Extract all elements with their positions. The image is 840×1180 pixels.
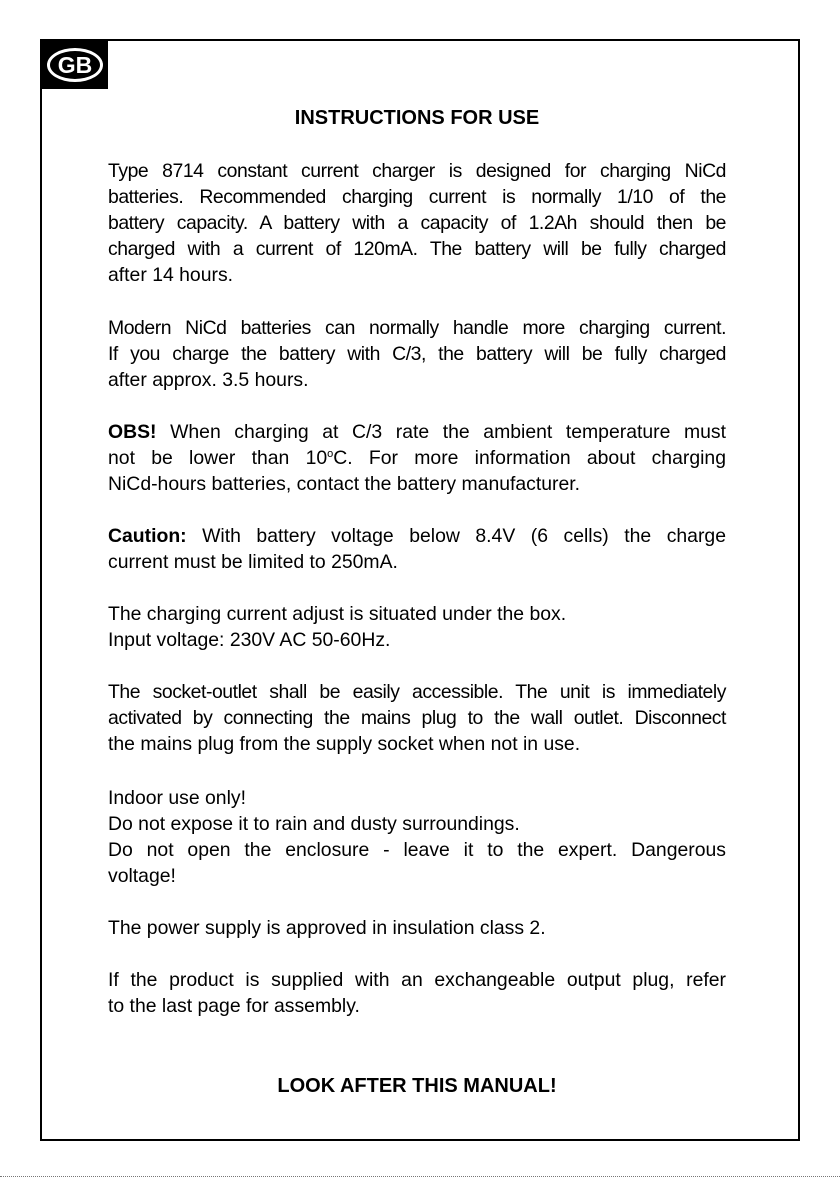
text-line: Do not expose it to rain and dusty surroundings. xyxy=(108,813,520,835)
text-line: NiCd-hours batteries, contact the battery manufacturer. xyxy=(108,473,581,495)
text-line: The charging current adjust is situated under the box. xyxy=(108,603,567,625)
page-title: INSTRUCTIONS FOR USE xyxy=(294,107,540,129)
text-line: batteries. Recommended charging current is normally 1/10 of the xyxy=(108,186,726,208)
text-line xyxy=(108,445,726,471)
paragraph-current-adjust xyxy=(108,601,726,653)
text-line: If you charge the battery with C/3, the battery will be fully charged xyxy=(108,343,726,365)
text-line: activated by connecting the mains plug to the wall outlet. Disconnect xyxy=(108,707,726,729)
text-line xyxy=(108,419,726,445)
text-line: battery capacity. A battery with a capacity of 1.2Ah should then be xyxy=(108,212,726,234)
obs-line1: When charging at C/3 rate the ambient temperature must xyxy=(170,421,727,443)
text-line: the mains plug from the supply socket when not in use. xyxy=(108,733,581,755)
obs-line2-post: C. For more information about charging xyxy=(333,447,726,469)
language-badge-label: GB xyxy=(57,51,93,78)
caution-label: Caution: xyxy=(108,525,187,547)
paragraph-safety-warnings xyxy=(108,785,726,889)
text-line: charged with a current of 120mA. The battery will be fully charged xyxy=(108,238,726,260)
text-line: Do not open the enclosure - leave it to the expert. Dangerous xyxy=(108,839,726,861)
page-edge-divider xyxy=(0,1176,840,1177)
text-line: after approx. 3.5 hours. xyxy=(108,369,309,391)
text-line: voltage! xyxy=(108,865,176,887)
text-line: to the last page for assembly. xyxy=(108,995,360,1017)
degree-superscript: o xyxy=(327,448,334,460)
paragraph-modern-batteries xyxy=(108,315,726,393)
text-line: Type 8714 constant current charger is designed for charging NiCd xyxy=(108,160,726,182)
obs-line2-pre: not be lower than 10 xyxy=(108,447,328,469)
text-line: If the product is supplied with an exchangeable output plug, refer xyxy=(108,969,726,991)
caution-line1: With battery voltage below 8.4V (6 cells) the charge xyxy=(202,525,726,547)
language-badge-oval xyxy=(47,48,103,82)
paragraph-obs-note xyxy=(108,419,726,497)
paragraph-insulation-class xyxy=(108,915,726,941)
paragraph-output-plug xyxy=(108,967,726,1019)
page-frame xyxy=(40,39,800,1141)
text-line: Input voltage: 230V AC 50-60Hz. xyxy=(108,629,391,651)
text-line: Modern NiCd batteries can normally handle more charging current. xyxy=(108,317,726,339)
paragraph-socket-outlet xyxy=(108,679,726,757)
paragraph-caution xyxy=(108,523,726,575)
paragraph-intro xyxy=(108,158,726,288)
text-line: The socket-outlet shall be easily accessible. The unit is immediately xyxy=(108,681,726,703)
text-line: Indoor use only! xyxy=(108,787,246,809)
language-badge xyxy=(42,41,108,89)
text-line xyxy=(108,523,726,549)
text-line: The power supply is approved in insulation class 2. xyxy=(108,917,546,939)
text-line: after 14 hours. xyxy=(108,264,234,286)
obs-label: OBS! xyxy=(108,421,157,443)
text-line: current must be limited to 250mA. xyxy=(108,551,398,573)
footer-notice: LOOK AFTER THIS MANUAL! xyxy=(277,1075,557,1097)
